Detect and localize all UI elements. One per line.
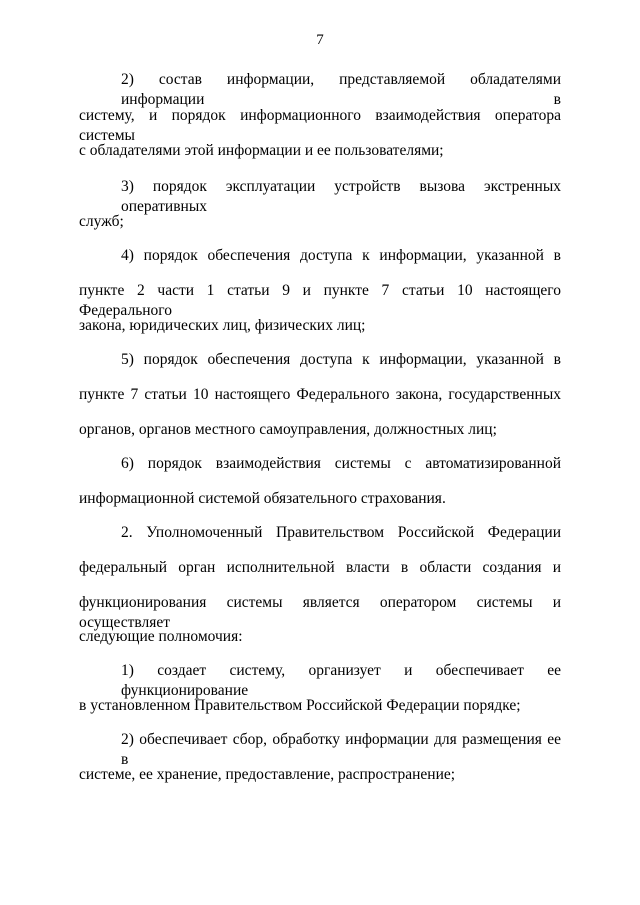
text-line: 4) порядок обеспечения доступа к информации, указанной в: [121, 247, 561, 264]
text-line: следующие полномочия:: [79, 628, 243, 645]
text-line: 3) порядок эксплуатации устройств вызова экстренных оперативных: [121, 178, 561, 215]
text-line: 2) состав информации, представляемой обладателями информации в: [121, 71, 561, 108]
page-number: 7: [316, 32, 324, 48]
text-line: органов, органов местного самоуправления, должностных лиц;: [79, 421, 497, 438]
text-line: информационной системой обязательного страхования.: [79, 490, 446, 507]
text-line: функционирования системы является оператором системы и осуществляет: [79, 594, 561, 631]
text-line: пункте 2 части 1 статьи 9 и пункте 7 статьи 10 настоящего Федерального: [79, 282, 561, 319]
text-line: 2. Уполномоченный Правительством Российской Федерации: [121, 524, 561, 541]
text-line: федеральный орган исполнительной власти в области создания и: [79, 559, 561, 576]
text-line: 6) порядок взаимодействия системы с автоматизированной: [121, 455, 561, 472]
text-line: в установленном Правительством Российской Федерации порядке;: [79, 697, 521, 714]
text-line: системе, ее хранение, предоставление, распространение;: [79, 766, 456, 783]
text-line: систему, и порядок информационного взаимодействия оператора системы: [79, 107, 561, 144]
text-line: 5) порядок обеспечения доступа к информации, указанной в: [121, 351, 561, 368]
text-line: служб;: [79, 213, 124, 230]
text-line: с обладателями этой информации и ее пользователями;: [79, 142, 444, 159]
text-line: закона, юридических лиц, физических лиц;: [79, 317, 366, 334]
text-line: пункте 7 статьи 10 настоящего Федерального закона, государственных: [79, 386, 561, 403]
text-line: 2) обеспечивает сбор, обработку информации для размещения ее в: [121, 731, 561, 768]
text-line: 1) создает систему, организует и обеспечивает ее функционирование: [121, 662, 561, 699]
